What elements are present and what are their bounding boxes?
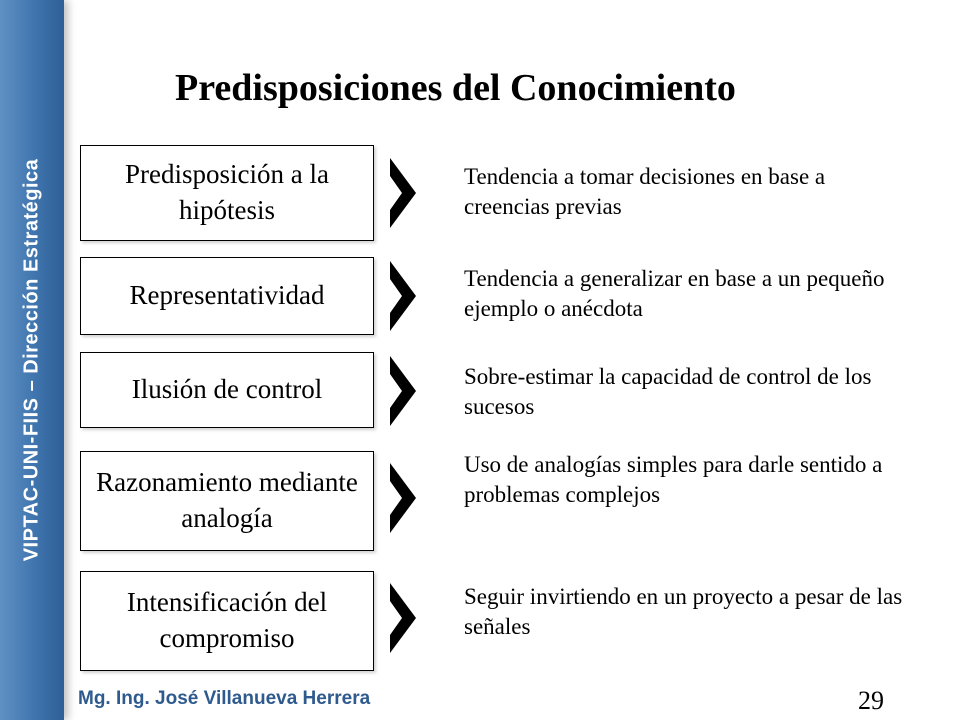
chevron-right-icon — [390, 463, 416, 533]
term-box-escalation-of-commitment: Intensificación del compromiso — [80, 571, 374, 671]
description-hypothesis: Tendencia a tomar decisiones en base a creencias previas — [464, 164, 826, 219]
chevron-right-icon — [390, 158, 416, 228]
description-representativeness: Tendencia a generalizar en base a un pequeño ejemplo o anécdota — [464, 266, 885, 321]
chevron-right-icon — [390, 356, 416, 426]
term-box-representativeness: Representatividad — [80, 257, 374, 335]
description-analogy: Uso de analogías simples para darle sentido a problemas complejos — [464, 452, 883, 507]
slide-title: Predisposiciones del Conocimiento — [175, 67, 736, 109]
sidebar-text: VIPTAC-UNI-FIIS – Dirección Estratégica — [20, 158, 43, 562]
term-box-analogy: Razonamiento mediante analogía — [80, 451, 374, 551]
chevron-right-icon — [390, 583, 416, 653]
description-escalation-of-commitment: Seguir invirtiendo en un proyecto a pesar de las señales — [464, 584, 903, 639]
page-number: 29 — [858, 686, 884, 715]
chevron-right-icon — [390, 261, 416, 331]
description-illusion-of-control: Sobre-estimar la capacidad de control de los sucesos — [464, 364, 872, 419]
sidebar-band — [0, 0, 64, 720]
term-box-hypothesis: Predisposición a la hipótesis — [80, 145, 374, 241]
author-name: Mg. Ing. José Villanueva Herrera — [78, 688, 371, 709]
term-box-illusion-of-control: Ilusión de control — [80, 352, 374, 428]
